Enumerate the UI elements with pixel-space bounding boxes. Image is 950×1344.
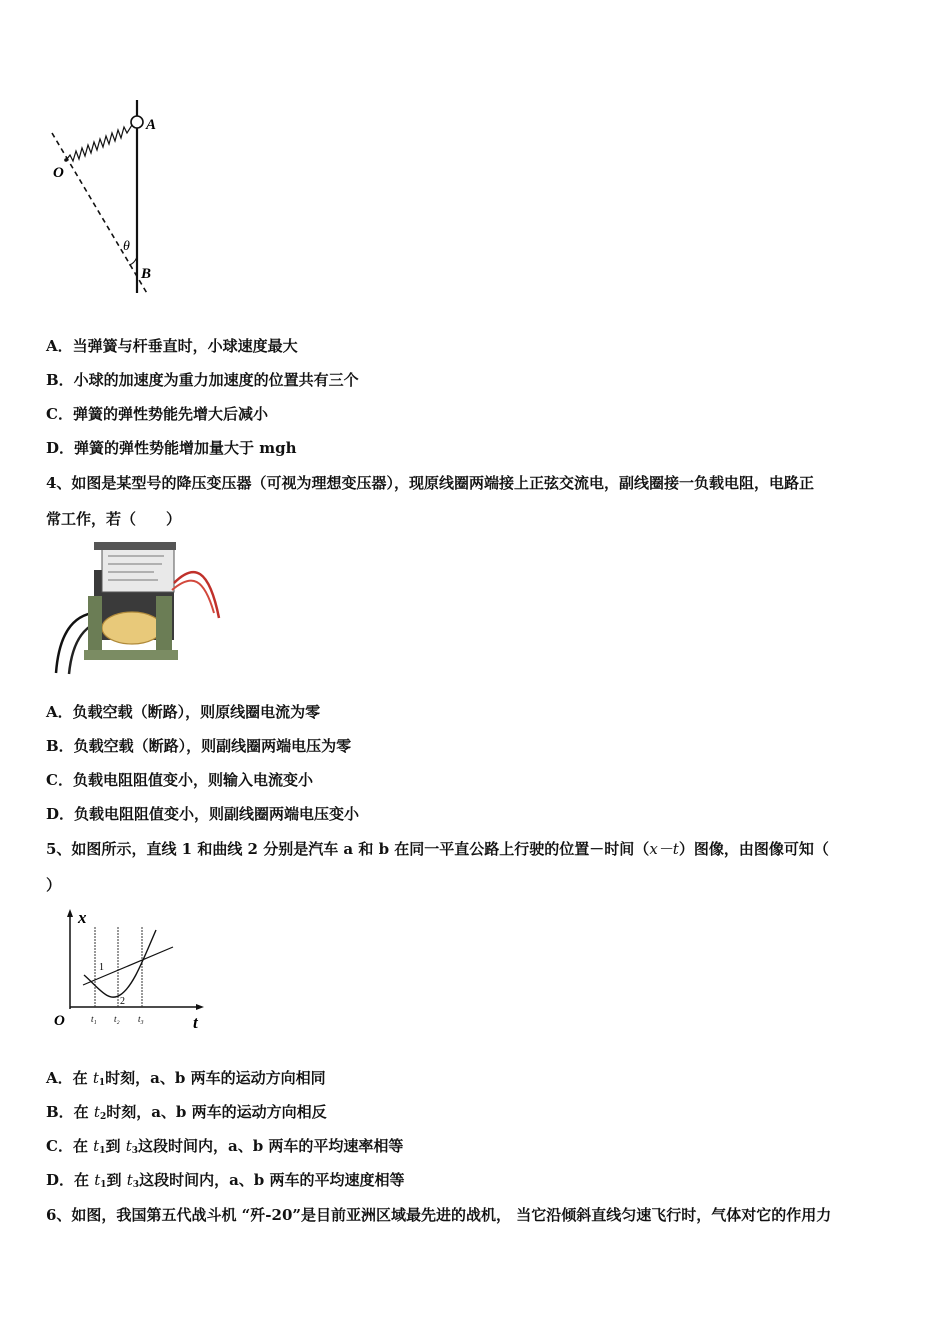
q5-option-d: D．在 $t_1$到 $t_3$这段时间内，a、b 两车的平均速度相等 — [46, 1171, 405, 1190]
t3-label: t₃ — [138, 1014, 144, 1024]
origin-label: O — [54, 1013, 65, 1029]
spring-rod-figure — [40, 95, 180, 305]
ball — [131, 116, 143, 128]
q4-option-b: B．负载空载（断路），则副线圈两端电压为零 — [46, 737, 352, 755]
label-theta: θ — [123, 239, 130, 254]
q4-option-a: A．负载空载（断路），则原线圈电流为零 — [46, 703, 321, 721]
coil — [102, 612, 162, 644]
t-axis-label: t — [193, 1013, 198, 1032]
q6-stem-line1: 6、如图，我国第五代战斗机 “歼-20”是目前亚洲区域最先进的战机， 当它沿倾斜直线匀速飞行时，气体对它的作用力 — [46, 1206, 832, 1224]
point-o-dot — [64, 158, 68, 162]
q5-option-a: A．在 $t_1$时刻，a、b 两车的运动方向相同 — [46, 1069, 326, 1088]
base-foot — [84, 650, 178, 660]
q4-stem-line2: 常工作，若（ ） — [46, 510, 182, 528]
bracket-right — [156, 596, 172, 658]
curve2-label: 2 — [120, 996, 125, 1007]
transformer-image — [44, 538, 224, 678]
q5-stem-line2: ） — [46, 876, 62, 894]
top-bracket — [94, 542, 176, 550]
q4-option-c: C．负载电阻阻值变小，则输入电流变小 — [46, 771, 313, 789]
q4-stem-line1: 4、如图是某型号的降压变压器（可视为理想变压器），现原线圈两端接上正弦交流电，副线圈接一负载电阻，电路正 — [46, 474, 814, 492]
dashed-incline — [52, 133, 148, 295]
t1-label: t₁ — [91, 1014, 97, 1024]
line-1 — [83, 947, 173, 985]
t2-label: t₂ — [114, 1014, 120, 1024]
curve1-label: 1 — [99, 962, 104, 973]
label-a: A — [146, 117, 157, 133]
q5-option-c: C．在 $t_1$到 $t_3$这段时间内，a、b 两车的平均速率相等 — [46, 1137, 404, 1156]
bracket-left — [88, 596, 102, 658]
q5-stem-line1: 5、如图所示，直线 1 和曲线 2 分别是汽车 a 和 b 在同一平直公路上行驶的位置－时间（x－t）图像，由图像可知（ — [46, 840, 829, 858]
x-axis-label: x — [78, 908, 87, 927]
x-t-graph — [48, 905, 218, 1035]
q3-option-d: D．弹簧的弹性势能增加量大于 mgh — [46, 439, 297, 457]
q4-option-d: D．负载电阻阻值变小，则副线圈两端电压变小 — [46, 805, 360, 823]
q3-option-b: B．小球的加速度为重力加速度的位置共有三个 — [46, 371, 359, 389]
q3-option-c: C．弹簧的弹性势能先增大后减小 — [46, 405, 268, 423]
q5-option-b: B．在 $t_2$时刻，a、b 两车的运动方向相反 — [46, 1103, 327, 1122]
label-b: B — [141, 266, 152, 282]
q5-stem-var: x－t — [649, 840, 679, 858]
label-sticker — [102, 546, 174, 592]
angle-arc — [129, 257, 137, 265]
q3-option-a: A．当弹簧与杆垂直时，小球速度最大 — [46, 337, 298, 355]
label-o: O — [53, 165, 64, 181]
red-wire — [174, 572, 219, 618]
spring — [67, 125, 132, 161]
